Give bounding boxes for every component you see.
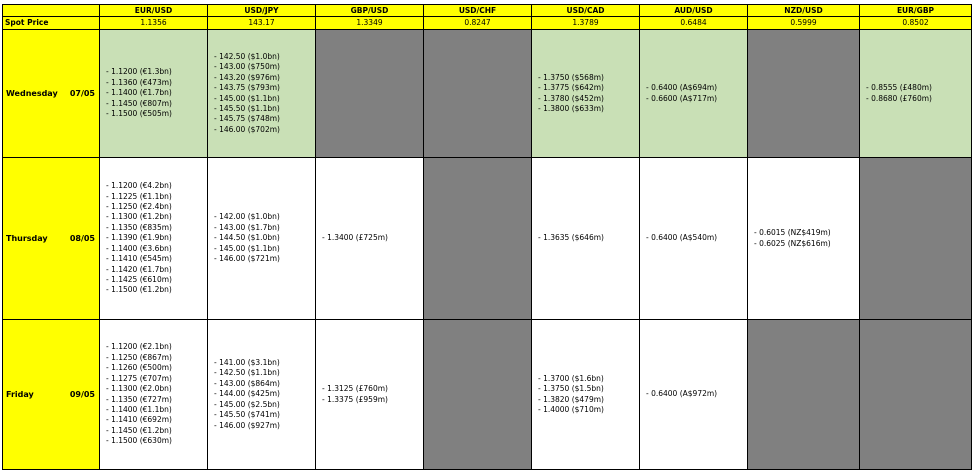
strike-amount-line: - 1.1360 (€473m)	[106, 77, 172, 87]
strike-amount-line: - 145.00 ($1.1bn)	[214, 93, 280, 103]
spot-price-label: Spot Price	[3, 17, 100, 30]
strike-amount-line: - 1.1300 (€1.2bn)	[106, 212, 172, 222]
date-label: 07/05	[69, 89, 95, 98]
expiry-cell-eur-usd	[100, 320, 208, 470]
strike-amount-line: - 145.00 ($2.5bn)	[214, 399, 280, 409]
expiry-cell-usd-cad	[532, 320, 640, 470]
strike-amount-line: - 143.00 ($1.7bn)	[214, 222, 280, 232]
expiry-cell-gbp-usd	[316, 158, 424, 320]
strike-amount-line: - 0.6400 (A$972m)	[646, 389, 718, 399]
strike-amount-line: - 1.1250 (€867m)	[106, 352, 172, 362]
strike-amount-line: - 1.1300 (€2.0bn)	[106, 384, 172, 394]
strike-amount-line: - 1.1410 (€545m)	[106, 254, 172, 264]
pair-header-nzd-usd: NZD/USD	[748, 5, 860, 17]
date-label: 08/05	[69, 234, 95, 243]
spot-price-row	[3, 17, 972, 30]
strike-amount-line: - 1.3780 ($452m)	[538, 93, 604, 103]
strike-amount-line: - 1.1500 (€630m)	[106, 436, 172, 446]
strike-amount-line: - 146.00 ($702m)	[214, 124, 280, 134]
strike-amount-line: - 143.75 ($793m)	[214, 83, 280, 93]
expiry-cell-gbp-usd	[316, 320, 424, 470]
strike-amount-line: - 1.1400 (€3.6bn)	[106, 243, 172, 253]
pair-header-eur-gbp: EUR/GBP	[860, 5, 972, 17]
spot-price-usd-jpy: 143.17	[208, 17, 316, 30]
expiry-cell-aud-usd	[640, 30, 748, 158]
pair-header-usd-cad: USD/CAD	[532, 5, 640, 17]
weekday-label: Friday	[6, 390, 34, 399]
expiry-cell-nzd-usd	[748, 158, 860, 320]
strike-amount-line: - 0.8555 (£480m)	[866, 83, 932, 93]
expiry-cell-eur-usd	[100, 158, 208, 320]
strike-amount-line: - 1.3375 (£959m)	[322, 394, 388, 404]
strike-amount-line: - 1.1500 (€1.2bn)	[106, 285, 172, 295]
expiry-cell-usd-chf	[424, 320, 532, 470]
spot-price-aud-usd: 0.6484	[640, 17, 748, 30]
header-corner-cell	[3, 5, 100, 17]
strike-amount-line: - 1.3700 ($1.6bn)	[538, 373, 604, 383]
expiry-cell-usd-jpy	[208, 30, 316, 158]
strike-amount-line: - 145.75 ($748m)	[214, 114, 280, 124]
strike-amount-line: - 1.1350 (€835m)	[106, 222, 172, 232]
currency-pair-header-row	[3, 5, 972, 17]
strike-amount-line: - 1.1450 (€807m)	[106, 98, 172, 108]
pair-header-usd-jpy: USD/JPY	[208, 5, 316, 17]
strike-amount-line: - 1.3400 (£725m)	[322, 233, 388, 243]
strike-amount-line: - 1.3820 ($479m)	[538, 394, 604, 404]
expiry-cell-usd-jpy	[208, 158, 316, 320]
weekday-label: Wednesday	[6, 89, 58, 98]
strike-amount-line: - 146.00 ($721m)	[214, 254, 280, 264]
strike-amount-line: - 1.3800 ($633m)	[538, 103, 604, 113]
expiry-cell-eur-gbp	[860, 30, 972, 158]
strike-amount-line: - 142.50 ($1.1bn)	[214, 368, 280, 378]
expiry-day-row	[3, 30, 972, 158]
strike-amount-line: - 1.1425 (€610m)	[106, 274, 172, 284]
strike-amount-line: - 1.1400 (€1.7bn)	[106, 88, 172, 98]
strike-amount-line: - 1.3750 ($568m)	[538, 72, 604, 82]
expiry-cell-usd-jpy	[208, 320, 316, 470]
expiry-cell-eur-gbp	[860, 320, 972, 470]
strike-amount-line: - 142.50 ($1.0bn)	[214, 51, 280, 61]
strike-amount-line: - 1.4000 ($710m)	[538, 404, 604, 414]
expiry-cell-aud-usd	[640, 158, 748, 320]
strike-amount-line: - 1.1390 (€1.9bn)	[106, 233, 172, 243]
strike-amount-line: - 1.1260 (€500m)	[106, 363, 172, 373]
spot-price-usd-chf: 0.8247	[424, 17, 532, 30]
expiry-cell-eur-gbp	[860, 158, 972, 320]
strike-amount-line: - 1.1200 (€4.2bn)	[106, 181, 172, 191]
strike-amount-line: - 0.6400 (A$694m)	[646, 83, 718, 93]
day-label-cell	[3, 30, 100, 158]
expiry-cell-eur-usd	[100, 30, 208, 158]
expiry-cell-usd-chf	[424, 30, 532, 158]
strike-amount-line: - 143.20 ($976m)	[214, 72, 280, 82]
spot-price-gbp-usd: 1.3349	[316, 17, 424, 30]
strike-amount-line: - 145.50 ($741m)	[214, 410, 280, 420]
strike-amount-line: - 1.1420 (€1.7bn)	[106, 264, 172, 274]
strike-amount-line: - 1.3775 ($642m)	[538, 83, 604, 93]
strike-amount-line: - 143.00 ($750m)	[214, 62, 280, 72]
expiry-cell-aud-usd	[640, 320, 748, 470]
weekday-label: Thursday	[6, 234, 48, 243]
strike-amount-line: - 1.1225 (€1.1bn)	[106, 191, 172, 201]
expiry-day-row	[3, 320, 972, 470]
pair-header-eur-usd: EUR/USD	[100, 5, 208, 17]
strike-amount-line: - 1.3750 ($1.5bn)	[538, 384, 604, 394]
strike-amount-line: - 144.50 ($1.0bn)	[214, 233, 280, 243]
spot-price-eur-usd: 1.1356	[100, 17, 208, 30]
strike-amount-line: - 146.00 ($927m)	[214, 420, 280, 430]
strike-amount-line: - 144.00 ($425m)	[214, 389, 280, 399]
strike-amount-line: - 0.6400 (A$540m)	[646, 233, 718, 243]
strike-amount-line: - 0.6600 (A$717m)	[646, 93, 718, 103]
strike-amount-line: - 0.6015 (NZ$419m)	[754, 228, 831, 238]
strike-amount-line: - 1.3125 (£760m)	[322, 384, 388, 394]
pair-header-gbp-usd: GBP/USD	[316, 5, 424, 17]
strike-amount-line: - 1.1350 (€727m)	[106, 394, 172, 404]
expiry-cell-usd-cad	[532, 158, 640, 320]
strike-amount-line: - 1.1400 (€1.1bn)	[106, 404, 172, 414]
strike-amount-line: - 145.50 ($1.1bn)	[214, 103, 280, 113]
strike-amount-line: - 1.1250 (€2.4bn)	[106, 202, 172, 212]
strike-amount-line: - 1.3635 ($646m)	[538, 233, 604, 243]
pair-header-usd-chf: USD/CHF	[424, 5, 532, 17]
strike-amount-line: - 145.00 ($1.1bn)	[214, 243, 280, 253]
strike-amount-line: - 142.00 ($1.0bn)	[214, 212, 280, 222]
day-label-cell	[3, 158, 100, 320]
strike-amount-line: - 1.1500 (€505m)	[106, 109, 172, 119]
day-label-cell	[3, 320, 100, 470]
expiry-day-row	[3, 158, 972, 320]
spot-price-nzd-usd: 0.5999	[748, 17, 860, 30]
strike-amount-line: - 1.1275 (€707m)	[106, 373, 172, 383]
strike-amount-line: - 1.1410 (€692m)	[106, 415, 172, 425]
expiry-cell-usd-chf	[424, 158, 532, 320]
strike-amount-line: - 143.00 ($864m)	[214, 378, 280, 388]
expiry-cell-nzd-usd	[748, 30, 860, 158]
pair-header-aud-usd: AUD/USD	[640, 5, 748, 17]
date-label: 09/05	[69, 390, 95, 399]
strike-amount-line: - 1.1200 (€2.1bn)	[106, 342, 172, 352]
expiry-cell-nzd-usd	[748, 320, 860, 470]
strike-amount-line: - 0.6025 (NZ$616m)	[754, 238, 831, 248]
spot-price-eur-gbp: 0.8502	[860, 17, 972, 30]
strike-amount-line: - 0.8680 (£760m)	[866, 93, 932, 103]
spot-price-usd-cad: 1.3789	[532, 17, 640, 30]
fx-options-expiries-table	[2, 4, 972, 470]
expiry-cell-usd-cad	[532, 30, 640, 158]
expiry-cell-gbp-usd	[316, 30, 424, 158]
strike-amount-line: - 141.00 ($3.1bn)	[214, 358, 280, 368]
strike-amount-line: - 1.1450 (€1.2bn)	[106, 425, 172, 435]
strike-amount-line: - 1.1200 (€1.3bn)	[106, 67, 172, 77]
